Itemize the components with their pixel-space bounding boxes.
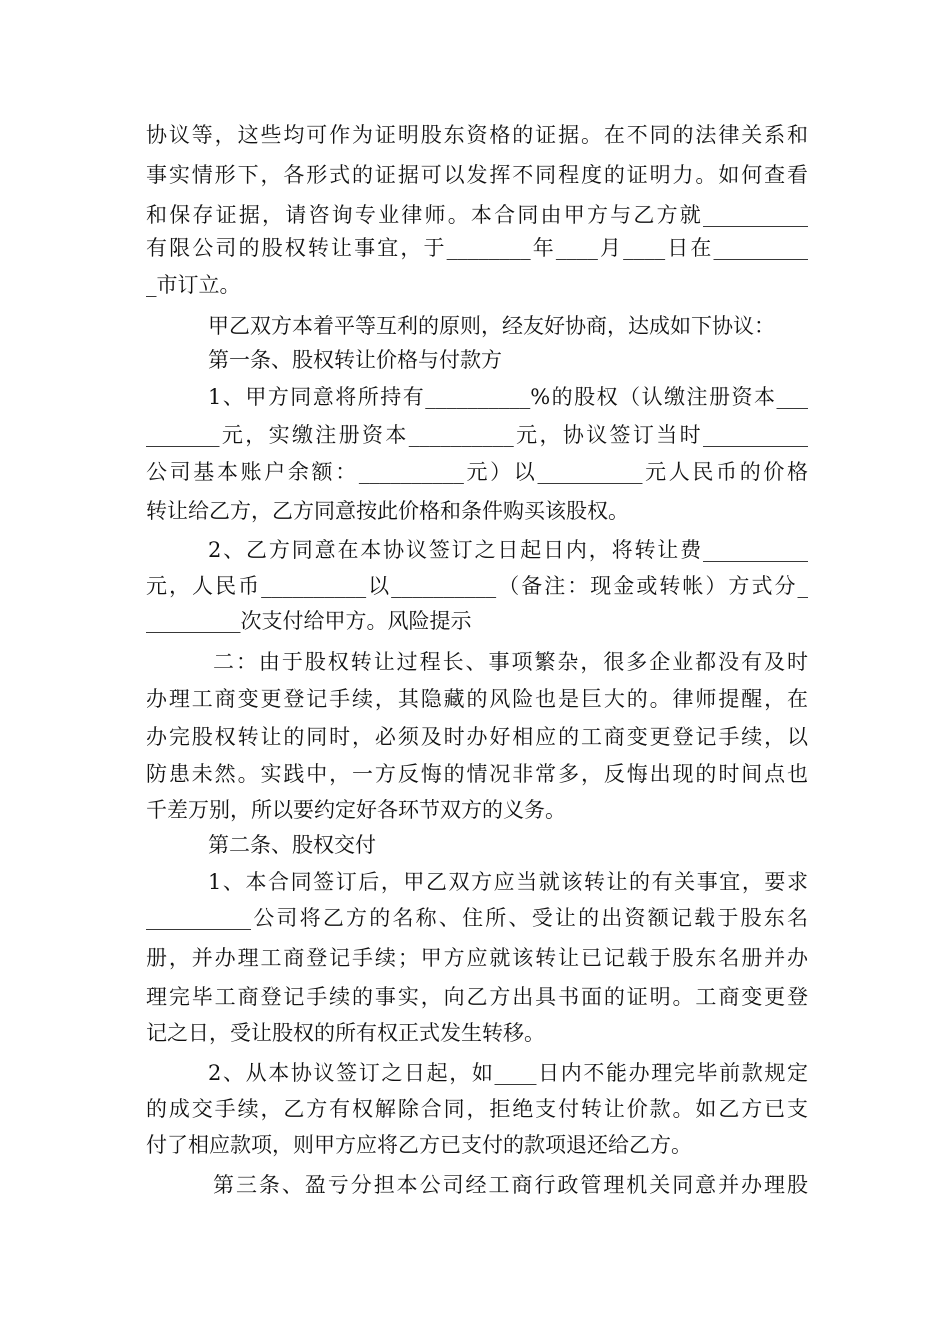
section-heading-article-1: 第一条、股权转让价格与付款方 (208, 348, 502, 372)
body-text-line: 公司基本账户余额：__________元）以__________元人民币的价格 (146, 460, 808, 484)
section-heading-article-2: 第二条、股权交付 (208, 833, 376, 857)
body-text-line: 有限公司的股权转让事宜，于________年____月____日在_________ (146, 236, 808, 260)
paragraph-first-line: 2、从本协议签订之日起，如____日内不能办理完毕前款规定 (208, 1061, 808, 1085)
body-text-line: 的成交手续，乙方有权解除合同，拒绝支付转让价款。如乙方已支 (146, 1097, 808, 1121)
body-text-line: 办完股权转让的同时，必须及时办好相应的工商变更登记手续，以 (146, 725, 808, 749)
body-text-line: _________次支付给甲方。风险提示 (146, 609, 472, 633)
paragraph-first-line: 甲乙双方本着平等互利的原则，经友好协商，达成如下协议： (208, 314, 775, 338)
body-text-line: 事实情形下，各形式的证据可以发挥不同程度的证明力。如何查看 (146, 163, 808, 187)
paragraph-first-line: 1、甲方同意将所持有__________%的股权（认缴注册资本___ (208, 385, 808, 409)
body-text-line: 千差万别，所以要约定好各环节双方的义务。 (146, 798, 566, 822)
body-text-line: _______元，实缴注册资本__________元，协议签订当时__________ (146, 423, 808, 447)
body-text-line: 元，人民币__________以__________（备注：现金或转帐）方式分_ (146, 574, 808, 598)
body-text-line: 记之日，受让股权的所有权正式发生转移。 (146, 1021, 545, 1045)
body-text-line: 和保存证据，请咨询专业律师。本合同由甲方与乙方就__________ (146, 203, 808, 227)
body-text-line: 办理工商变更登记手续，其隐藏的风险也是巨大的。律师提醒，在 (146, 687, 808, 711)
body-text-line: 转让给乙方，乙方同意按此价格和条件购买该股权。 (146, 499, 629, 523)
paragraph-first-line: 二：由于股权转让过程长、事项繁杂，很多企业都没有及时 (213, 650, 808, 674)
section-heading-article-3: 第三条、盈亏分担本公司经工商行政管理机关同意并办理股 (213, 1173, 808, 1197)
body-text-line: 理完毕工商登记手续的事实，向乙方出具书面的证明。工商变更登 (146, 985, 808, 1009)
paragraph-first-line: 1、本合同签订后，甲乙双方应当就该转让的有关事宜，要求 (208, 870, 808, 894)
body-text-line: 册，并办理工商登记手续；甲方应就该转让已记载于股东名册并办 (146, 946, 808, 970)
body-text-line: _市订立。 (146, 273, 241, 297)
paragraph-first-line: 2、乙方同意在本协议签订之日起日内，将转让费__________ (208, 538, 808, 562)
body-text-line: 协议等，这些均可作为证明股东资格的证据。在不同的法律关系和 (146, 123, 808, 147)
body-text-line: __________公司将乙方的名称、住所、受让的出资额记载于股东名 (146, 906, 808, 930)
body-text-line: 付了相应款项，则甲方应将乙方已支付的款项退还给乙方。 (146, 1133, 692, 1157)
body-text-line: 防患未然。实践中，一方反悔的情况非常多，反悔出现的时间点也 (146, 762, 808, 786)
